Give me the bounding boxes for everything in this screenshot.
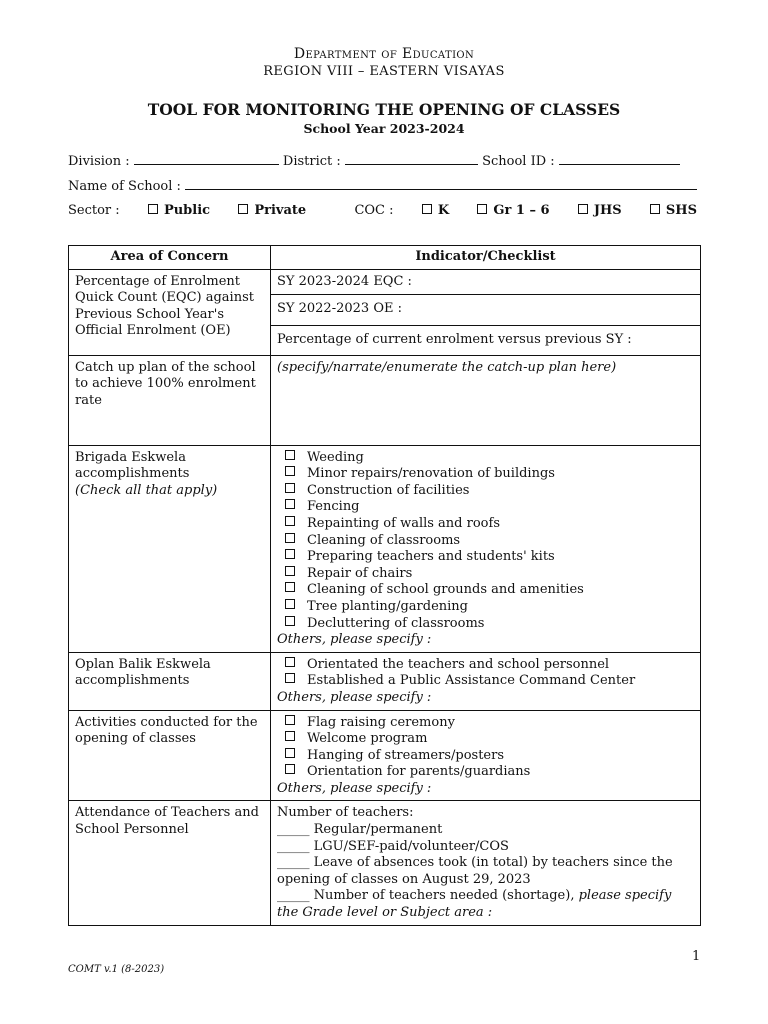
sector-private-checkbox[interactable] [238, 204, 248, 214]
coc-label: COC : [354, 203, 394, 218]
checklist-item[interactable]: Decluttering of classrooms [277, 616, 694, 633]
attendance-details [271, 801, 701, 925]
attendance-intro: Number of teachers: [277, 805, 414, 821]
checklist-item[interactable]: Welcome program [277, 731, 694, 748]
table-row [69, 445, 701, 652]
shortage-note: please specify the Grade level or Subject area : [277, 888, 672, 921]
count-blank[interactable]: _____ [277, 838, 310, 854]
sector-public-checkbox[interactable] [148, 204, 158, 214]
brigada-area-note: (Check all that apply) [75, 482, 218, 498]
checklist-item[interactable]: Repainting of walls and roofs [277, 516, 694, 533]
sector-private-label: Private [254, 203, 307, 218]
coc-gr1-6-label: Gr 1 – 6 [493, 203, 550, 218]
indicator-header: Indicator/Checklist [271, 246, 701, 270]
department-name: Department of Education [293, 46, 475, 62]
attendance-area: Attendance of Teachers and School Personnel [69, 801, 271, 925]
document-title: TOOL FOR MONITORING THE OPENING OF CLASSES [147, 100, 621, 119]
school-name-field[interactable] [185, 178, 697, 190]
table-row [69, 801, 701, 925]
coc-jhs-checkbox[interactable] [578, 204, 588, 214]
checklist-item[interactable]: Minor repairs/renovation of buildings [277, 466, 694, 483]
activities-area: Activities conducted for the opening of classes [69, 710, 271, 801]
count-blank[interactable]: _____ [277, 855, 310, 871]
coc-k-checkbox[interactable] [422, 204, 432, 214]
coc-jhs-label: JHS [593, 203, 622, 218]
attendance-line-label: Leave of absences took (in total) by teachers since the opening of classes on August 29, 2023 [277, 855, 673, 887]
brigada-area-label: Brigada Eskwela accomplishments [75, 449, 190, 482]
table-row [69, 269, 701, 294]
checklist-item[interactable]: Tree planting/gardening [277, 599, 694, 616]
monitoring-table [68, 245, 701, 926]
checklist-item[interactable]: Cleaning of school grounds and amenities [277, 582, 694, 599]
catchup-plan-field[interactable]: (specify/narrate/enumerate the catch-up plan here) [271, 355, 701, 445]
attendance-line [277, 888, 694, 921]
oe-field[interactable]: SY 2022-2023 OE : [271, 294, 701, 325]
count-blank[interactable]: _____ [277, 822, 310, 838]
checklist-item[interactable]: Orientated the teachers and school personnel [277, 657, 694, 674]
activities-others[interactable]: Others, please specify : [277, 780, 432, 796]
percentage-field[interactable]: Percentage of current enrolment versus previous SY : [271, 325, 701, 355]
checklist-item[interactable]: Weeding [277, 450, 694, 467]
checklist-item[interactable]: Established a Public Assistance Command Center [277, 673, 694, 690]
school-id-label: School ID : [482, 154, 555, 169]
division-label: Division : [68, 154, 130, 169]
table-header-row [69, 246, 701, 270]
district-field[interactable] [345, 153, 478, 165]
activities-checklist [271, 710, 701, 801]
catchup-area: Catch up plan of the school to achieve 100% enrolment rate [69, 355, 271, 445]
school-year: School Year 2023-2024 [303, 121, 465, 136]
attendance-line-label: LGU/SEF-paid/volunteer/COS [313, 838, 509, 854]
checklist-item[interactable]: Hanging of streamers/posters [277, 748, 694, 765]
oplan-checklist [271, 652, 701, 710]
district-label: District : [282, 154, 341, 169]
attendance-line [277, 839, 694, 856]
school-id-field[interactable] [559, 153, 680, 165]
brigada-others[interactable]: Others, please specify : [277, 632, 432, 648]
brigada-area [69, 445, 271, 652]
brigada-checklist [271, 445, 701, 652]
table-row [69, 710, 701, 801]
coc-shs-label: SHS [665, 203, 697, 218]
checklist-item[interactable]: Construction of facilities [277, 483, 694, 500]
attendance-line-label: Regular/permanent [313, 822, 443, 838]
oplan-others[interactable]: Others, please specify : [277, 689, 432, 705]
region-name: REGION VIII – EASTERN VISAYAS [263, 64, 505, 79]
attendance-line-label: Number of teachers needed (shortage), [313, 888, 575, 904]
checklist-item[interactable]: Flag raising ceremony [277, 715, 694, 732]
coc-gr1-6-checkbox[interactable] [477, 204, 487, 214]
coc-k-label: K [437, 203, 450, 218]
checklist-item[interactable]: Cleaning of classrooms [277, 533, 694, 550]
school-name-row [68, 178, 697, 194]
sector-public-label: Public [163, 203, 211, 218]
division-district-row [68, 153, 680, 169]
checklist-item[interactable]: Repair of chairs [277, 566, 694, 583]
area-header: Area of Concern [69, 246, 271, 270]
enrolment-area: Percentage of Enrolment Quick Count (EQC) against Previous School Year's Official Enrolment (OE) [69, 269, 271, 355]
table-row [69, 652, 701, 710]
checklist-item[interactable]: Fencing [277, 499, 694, 516]
form-version: COMT v.1 (8-2023) [68, 964, 165, 975]
attendance-line [277, 855, 694, 888]
sector-label: Sector : [68, 203, 120, 218]
coc-shs-checkbox[interactable] [650, 204, 660, 214]
page-number: 1 [692, 949, 701, 964]
eqc-field[interactable]: SY 2023-2024 EQC : [271, 269, 701, 294]
checklist-item[interactable]: Orientation for parents/guardians [277, 764, 694, 781]
sector-coc-row [68, 203, 697, 218]
count-blank[interactable]: _____ [277, 888, 310, 904]
checklist-item[interactable]: Preparing teachers and students' kits [277, 549, 694, 566]
school-name-label: Name of School : [68, 179, 181, 194]
table-row [69, 355, 701, 445]
oplan-area: Oplan Balik Eskwela accomplishments [69, 652, 271, 710]
division-field[interactable] [134, 153, 279, 165]
attendance-line [277, 822, 694, 839]
